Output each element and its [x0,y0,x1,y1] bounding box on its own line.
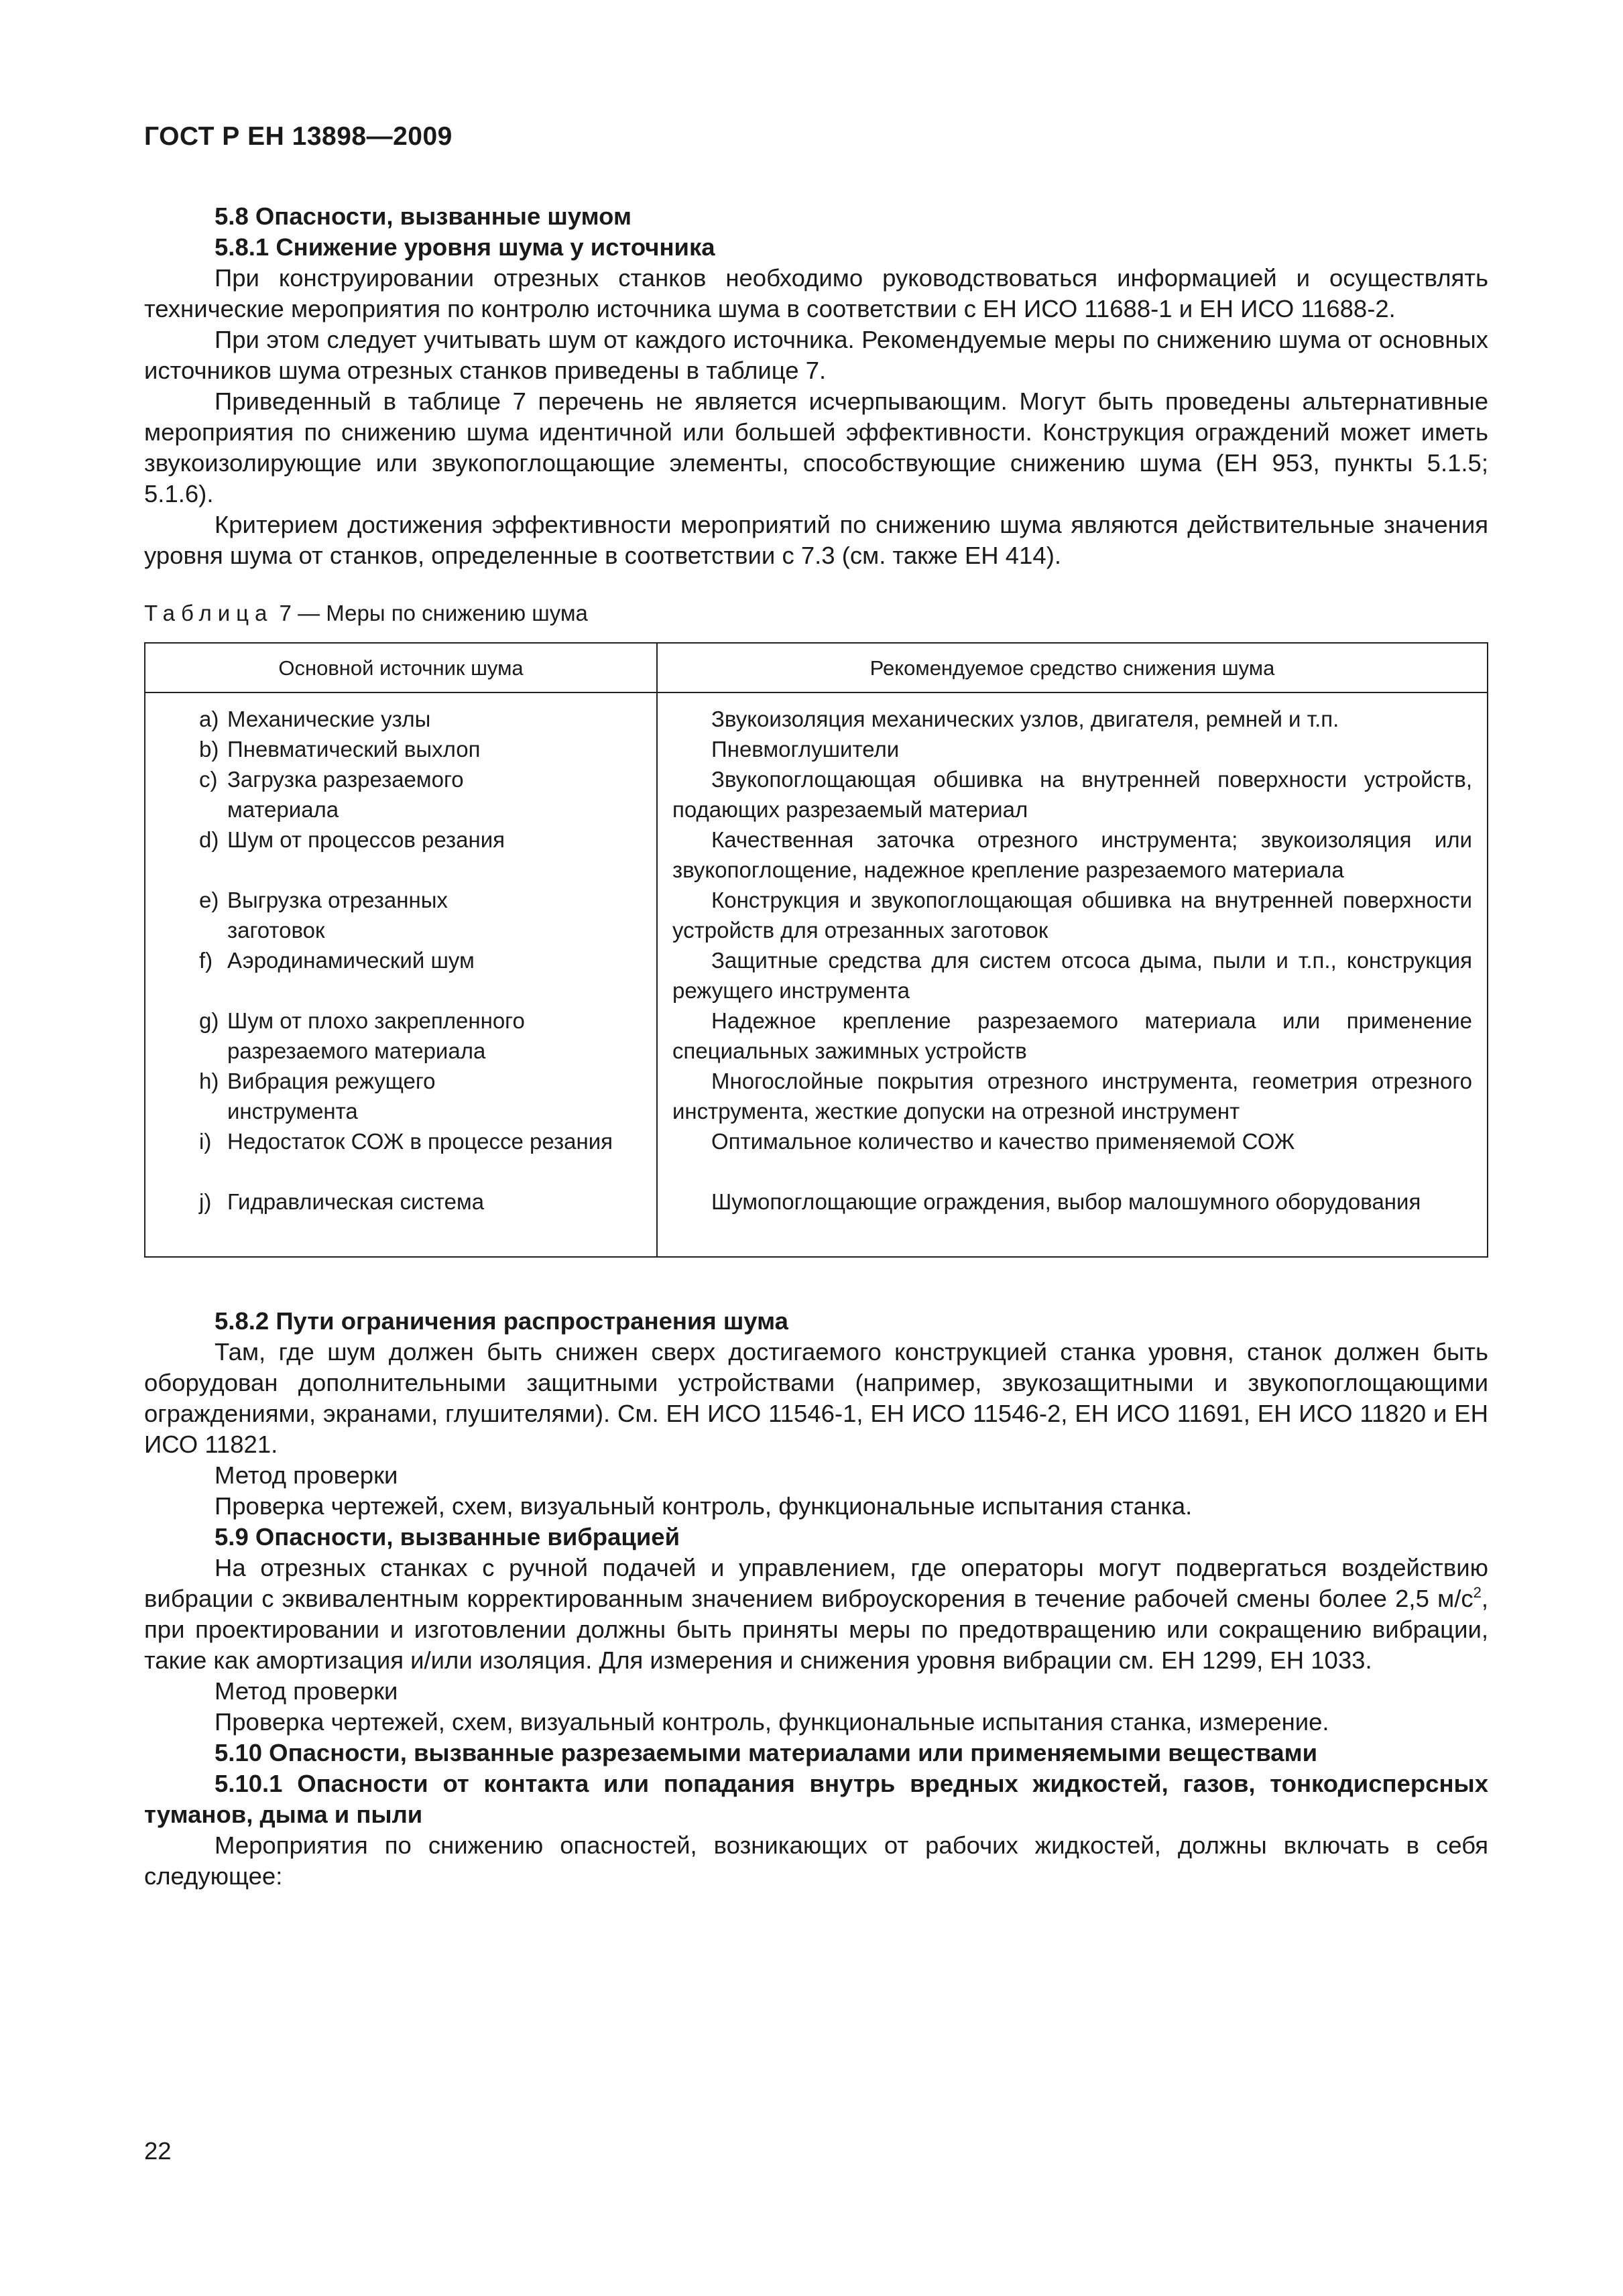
table-header-measure: Рекомендуемое средство снижения шума [657,643,1488,692]
section-5-10-title: 5.10 Опасности, вызванные разрезаемыми материалами или применяемыми веществами [215,1739,1318,1766]
section-5-8-1-title: 5.8.1 Снижение уровня шума у источника [215,233,715,261]
section-5-8-title: 5.8 Опасности, вызванные шумом [215,202,632,230]
item-source: Шум от плохо закрепленного разрезаемого материала [227,1008,525,1063]
noise-measures-table [144,642,1488,1258]
item-source: Недостаток СОЖ в процессе резания [227,1129,613,1154]
paragraph-part: На отрезных станках с ручной подачей и управлением, где операторы могут подвергаться воздействию вибрации с эквивалентным корректированным значением виброускорения в течение рабочей смены более 2,5 м/с [144,1554,1488,1612]
source-item [199,734,642,764]
section-5-9-title: 5.9 Опасности, вызванные вибрацией [215,1523,680,1551]
paragraph-part: , при проектировании и изготовлении должны быть приняты меры по предотвращению или сокращению вибрации, такие как амортизация и/или изоляция. Для измерения и снижения уровня вибрации см. ЕН 1299, ЕН 1033. [144,1585,1488,1674]
source-item [199,885,642,945]
page-number: 22 [144,2137,172,2165]
method-label: Метод проверки [215,1677,398,1705]
method-label: Метод проверки [215,1461,398,1489]
section-5-8-2-title: 5.8.2 Пути ограничения распространения шума [215,1307,788,1335]
measure-item: Звукоизоляция механических узлов, двигателя, ремней и т.п. [711,707,1339,731]
item-source: Аэродинамический шум [227,948,475,973]
paragraph: Приведенный в таблице 7 перечень не является исчерпывающим. Могут быть проведены альтернативные мероприятия по снижению шума идентичной или большей эффективности. Конструкция ограждений может иметь звукоизолирующие или звукопоглощающие элементы, способствующие снижению шума (ЕН 953, пункты 5.1.5; 5.1.6). [144,387,1488,507]
measure-item: Надежное крепление разрезаемого материала или применение специальных зажимных устройств [672,1008,1472,1063]
paragraph: При этом следует учитывать шум от каждого источника. Рекомендуемые меры по снижению шума от основных источников шума отрезных станков приведены в таблице 7. [144,326,1488,384]
item-label: c) [199,767,218,792]
paragraph: Проверка чертежей, схем, визуальный контроль, функциональные испытания станка. [215,1492,1193,1520]
item-source: Выгрузка отрезанных заготовок [227,888,448,943]
measure-item: Пневмоглушители [711,737,900,762]
source-item [199,1126,642,1187]
item-label: f) [199,948,213,973]
table-caption-text: 7 — Меры по снижению шума [273,601,588,625]
item-source: Пневматический выхлоп [227,737,481,762]
page-content [144,201,1488,1892]
paragraph: Проверка чертежей, схем, визуальный контроль, функциональные испытания станка, измерение. [215,1708,1329,1736]
item-source: Гидравлическая система [227,1189,485,1214]
measures-cell [657,692,1488,1257]
paragraph [144,1553,1488,1676]
item-label: h) [199,1069,219,1093]
table-header-source: Основной источник шума [145,643,657,692]
item-label: j) [199,1189,212,1214]
source-item [199,764,642,825]
source-item [199,704,642,734]
source-item [199,825,642,885]
source-item [199,1066,642,1126]
item-label: d) [199,827,219,852]
paragraph: При конструировании отрезных станков необходимо руководствоваться информацией и осуществлять технические мероприятия по контролю источника шума в соответствии с ЕН ИСО 11688-1 и ЕН ИСО 11688-2. [144,264,1488,322]
table-caption-word: Таблица [144,601,274,625]
item-label: g) [199,1008,219,1033]
item-source: Механические узлы [227,707,431,731]
source-item [199,1006,642,1066]
item-source: Шум от процессов резания [227,827,505,852]
item-label: e) [199,888,219,912]
item-source: Загрузка разрезаемого материала [227,767,464,822]
item-label: b) [199,737,219,762]
measure-item: Оптимальное количество и качество применяемой СОЖ [711,1129,1295,1154]
measure-item: Качественная заточка отрезного инструмента; звукоизоляция или звукопоглощение, надежное крепление разрезаемого материала [672,827,1472,882]
measure-item: Конструкция и звукопоглощающая обшивка на внутренней поверхности устройств для отрезанных заготовок [672,888,1472,943]
measure-item: Защитные средства для систем отсоса дыма, пыли и т.п., конструкция режущего инструмента [672,948,1472,1003]
table-caption [144,599,1488,627]
item-label: i) [199,1129,212,1154]
paragraph: Критерием достижения эффективности мероприятий по снижению шума являются действительные значения уровня шума от станков, определенные в соответствии с 7.3 (см. также ЕН 414). [144,511,1488,569]
measure-item: Шумопоглощающие ограждения, выбор малошумного оборудования [711,1189,1421,1214]
measure-item: Многослойные покрытия отрезного инструмента, геометрия отрезного инструмента, жесткие допуски на отрезной инструмент [672,1069,1472,1124]
document-header: ГОСТ Р ЕН 13898—2009 [144,122,453,151]
source-item [199,945,642,1006]
item-label: a) [199,707,219,731]
measure-item: Звукопоглощающая обшивка на внутренней поверхности устройств, подающих разрезаемый материал [672,767,1472,822]
paragraph: Мероприятия по снижению опасностей, возникающих от рабочих жидкостей, должны включать в себя следующее: [144,1831,1488,1890]
superscript: 2 [1473,1584,1482,1601]
sources-cell [145,692,657,1257]
source-item [199,1187,642,1247]
paragraph: Там, где шум должен быть снижен сверх достигаемого конструкцией станка уровня, станок должен быть оборудован дополнительными защитными устройствами (например, звукозащитными и звукопоглощающими ограждениями, экранами, глушителями). См. ЕН ИСО 11546-1, ЕН ИСО 11546-2, ЕН ИСО 11691, ЕН ИСО 11820 и ЕН ИСО 11821. [144,1338,1488,1458]
section-5-10-1-title: 5.10.1 Опасности от контакта или попадания внутрь вредных жидкостей, газов, тонкодисперсных туманов, дыма и пыли [144,1770,1488,1828]
item-source: Вибрация режущего инструмента [227,1069,436,1124]
